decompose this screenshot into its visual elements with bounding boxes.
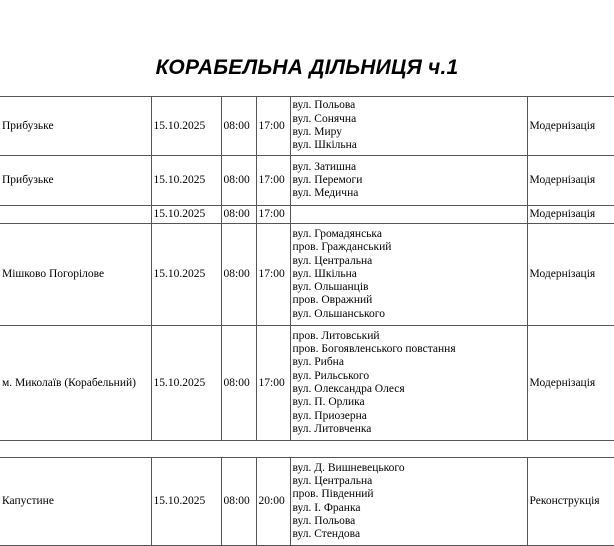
end-time-cell: 17:00 — [256, 97, 290, 156]
street-item: вул. Стендова — [292, 528, 361, 541]
date-cell: 15.10.2025 — [151, 206, 221, 224]
locality-cell — [0, 206, 151, 224]
street-item: вул. Ольшанців — [292, 281, 369, 294]
street-item: вул. П. Орлика — [292, 396, 365, 409]
work-type-cell: Модернізація — [527, 97, 614, 156]
street-item: пров. Литовський — [292, 329, 380, 342]
street-item: вул. Д. Вишневецького — [292, 461, 405, 474]
work-type-cell: Модернізація — [527, 326, 614, 441]
end-time-cell: 17:00 — [256, 156, 290, 206]
work-type-cell: Модернізація — [527, 224, 614, 326]
street-item: пров. Богоявленського повстання — [292, 343, 456, 356]
work-type-cell: Реконструкція — [527, 458, 614, 546]
street-item: вул. Ольшанського — [292, 307, 385, 320]
street-item: вул. Перемоги — [292, 173, 363, 186]
street-item: вул. Рильського — [292, 369, 370, 382]
start-time-cell: 08:00 — [221, 224, 256, 326]
street-item: пров. Гражданський — [292, 241, 392, 254]
date-cell: 15.10.2025 — [151, 326, 221, 441]
street-item: вул. Медична — [292, 187, 359, 200]
streets-cell — [290, 224, 527, 326]
street-item: вул. Центральна — [292, 254, 373, 267]
table-row — [0, 97, 614, 156]
street-item: вул. Громадянська — [292, 227, 382, 240]
end-time-cell: 17:00 — [256, 326, 290, 441]
locality-cell: Прибузьке — [0, 156, 151, 206]
locality-cell: Мішково Погорілове — [0, 224, 151, 326]
date-cell: 15.10.2025 — [151, 97, 221, 156]
end-time-cell: 17:00 — [256, 206, 290, 224]
street-item: вул. Рибна — [292, 356, 344, 369]
streets-cell — [290, 326, 527, 441]
start-time-cell: 08:00 — [221, 97, 256, 156]
end-time-cell: 20:00 — [256, 458, 290, 546]
page-title: КОРАБЕЛЬНА ДІЛЬНИЦЯ ч.1 — [155, 56, 459, 79]
schedule-table-continued — [0, 457, 614, 546]
locality-cell: Прибузьке — [0, 97, 151, 156]
streets-cell — [290, 458, 527, 546]
table-row — [0, 458, 614, 546]
street-item: вул. Литовченка — [292, 422, 372, 435]
table-row — [0, 156, 614, 206]
start-time-cell: 08:00 — [221, 206, 256, 224]
end-time-cell: 17:00 — [256, 224, 290, 326]
date-cell: 15.10.2025 — [151, 156, 221, 206]
start-time-cell: 08:00 — [221, 156, 256, 206]
street-item: пров. Овражний — [292, 294, 373, 307]
start-time-cell: 08:00 — [221, 326, 256, 441]
street-item: вул. Миру — [292, 126, 342, 138]
street-item: пров. Південний — [292, 488, 374, 501]
street-item: вул. Шкільна — [292, 267, 357, 280]
work-type-cell: Модернізація — [527, 156, 614, 206]
table-row — [0, 326, 614, 441]
streets-cell — [290, 156, 527, 206]
date-cell: 15.10.2025 — [151, 458, 221, 546]
table-row — [0, 224, 614, 326]
street-item: вул. Польова — [292, 514, 356, 527]
schedule-table — [0, 96, 614, 441]
street-item: вул. Приозерна — [292, 409, 367, 422]
work-type-cell: Модернізація — [527, 206, 614, 224]
street-item: вул. Шкільна — [292, 139, 357, 152]
streets-cell — [290, 97, 527, 156]
streets-cell — [290, 206, 527, 224]
table-row — [0, 206, 614, 224]
date-cell: 15.10.2025 — [151, 224, 221, 326]
start-time-cell: 08:00 — [221, 458, 256, 546]
street-item: вул. Польова — [292, 99, 356, 112]
locality-cell: Капустине — [0, 458, 151, 546]
street-item: вул. І. Франка — [292, 501, 361, 514]
street-item: вул. Сонячна — [292, 112, 357, 125]
street-item: вул. Центральна — [292, 474, 373, 487]
street-item: вул. Затишна — [292, 160, 357, 173]
street-item: вул. Олександра Олеся — [292, 383, 405, 395]
locality-cell: м. Миколаїв (Корабельний) — [0, 326, 151, 441]
